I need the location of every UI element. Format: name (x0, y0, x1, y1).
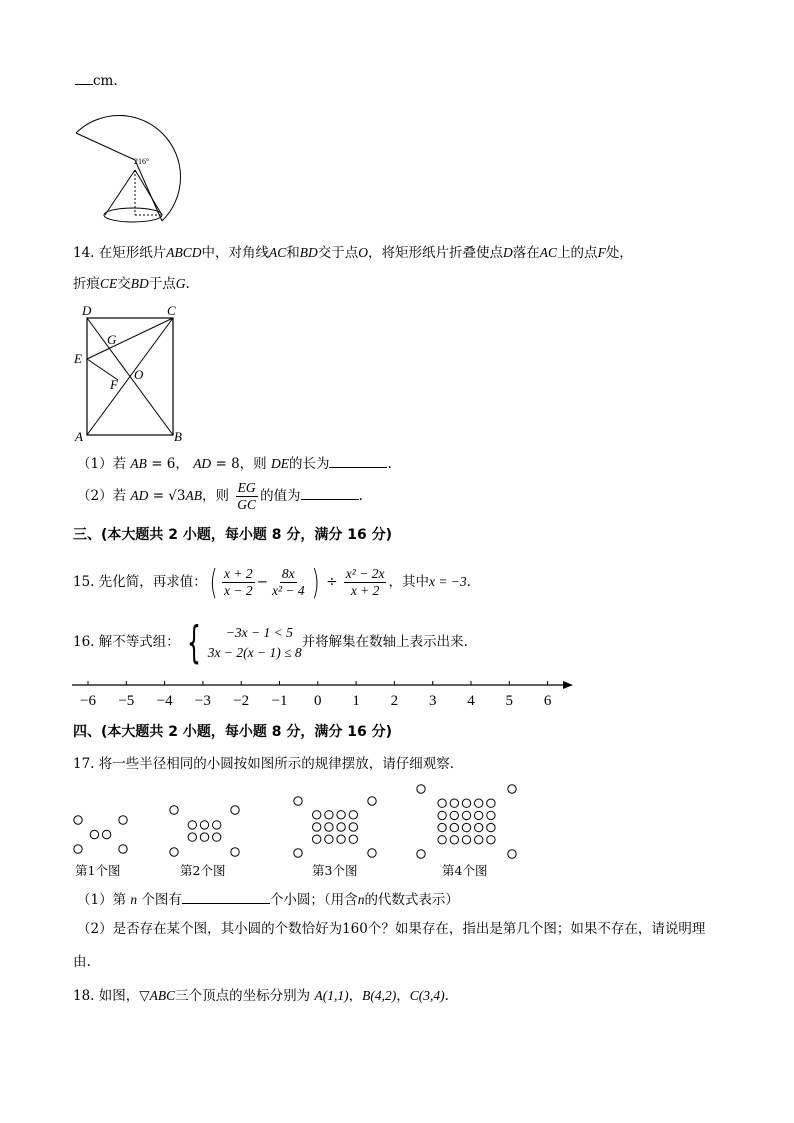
question-number: 17. (73, 756, 95, 772)
answer-blank (301, 485, 359, 500)
q17-sub1: （1）第 n 个图有 个小圆；（用含n的代数式表示） (77, 889, 459, 909)
small-circle (200, 821, 208, 829)
small-circle (368, 849, 376, 857)
small-circle (170, 806, 178, 814)
label-g: G (107, 332, 117, 347)
small-circle (462, 811, 470, 819)
small-circle (417, 785, 425, 793)
cone-base (104, 208, 162, 222)
small-circle (417, 850, 425, 858)
tick-label: 5 (505, 693, 514, 709)
small-circle (438, 836, 446, 844)
small-circle (475, 836, 483, 844)
tick-label: 2 (390, 693, 399, 709)
q14-sub1: （1）若 AB = 6， AD = 8，则 DE的长为 . (77, 453, 392, 473)
fraction-3: $\frac{\text{x² − 2x}}{x + 2}$ (345, 566, 385, 598)
arrow-head (563, 681, 573, 689)
small-circle (450, 799, 458, 807)
rectangle-fold-figure (70, 300, 190, 445)
small-circle (368, 797, 376, 805)
small-circle (119, 845, 127, 853)
q17-sub2-line2: 由. (73, 954, 91, 970)
inequality-system: −3x − 1 < 5 3x − 2(x − 1) ≤ 8 (207, 624, 302, 660)
small-circle (102, 830, 110, 838)
tick-label: −1 (271, 693, 288, 709)
small-circle (231, 806, 239, 814)
caption-fig1: 第1个图 (75, 863, 121, 878)
small-circle (462, 823, 470, 831)
small-circle (487, 823, 495, 831)
label-o: O (134, 367, 144, 382)
small-circle (462, 836, 470, 844)
answer-blank (75, 70, 93, 85)
caption-fig4: 第4个图 (442, 863, 488, 878)
cone-sector-figure (70, 90, 210, 235)
small-circle (170, 848, 178, 856)
small-circle (438, 823, 446, 831)
sector-radius-1 (76, 133, 135, 160)
small-circle (337, 823, 345, 831)
q14-line1: 14. 在矩形纸片ABCD中，对角线AC和BD交于点O，将矩形纸片折叠使点D落在AC上的点F处， (73, 245, 633, 261)
section-3-heading: 三、(本大题共 2 小题，每小题 8 分，满分 16 分) (73, 527, 393, 543)
q18-line: 18. 如图，▽ABC三个顶点的坐标分别为 A(1,1)，B(4,2)，C(3,4). (73, 988, 449, 1004)
question-number: 18. (73, 988, 95, 1004)
small-circle (508, 850, 516, 858)
small-circle (294, 849, 302, 857)
small-circle (450, 836, 458, 844)
small-circle (450, 823, 458, 831)
label-f: F (110, 377, 118, 392)
label-d: D (82, 303, 92, 318)
small-circle (294, 797, 302, 805)
caption-fig3: 第3个图 (312, 863, 358, 878)
question-number: 16. (73, 634, 95, 650)
small-circle (349, 823, 357, 831)
small-circle (213, 833, 221, 841)
small-circle (74, 816, 82, 824)
tick-label: −4 (156, 693, 173, 709)
small-circle (200, 833, 208, 841)
tick-label: 6 (543, 693, 552, 709)
q17-sub2-line1: （2）是否存在某个图，其小圆的个数恰好为160个？如果存在，指出是第几个图；如果不存在，请说明理 (77, 921, 706, 937)
ratio-fraction: $\frac{EG}{GC}$ (237, 480, 257, 512)
small-circle (313, 811, 321, 819)
small-circle (213, 821, 221, 829)
small-circle (231, 848, 239, 856)
caption-fig2: 第2个图 (180, 863, 226, 878)
small-circle (74, 845, 82, 853)
small-circle (119, 816, 127, 824)
tick-label: 3 (428, 693, 437, 709)
small-circle (313, 823, 321, 831)
small-circle (508, 785, 516, 793)
small-circle (475, 811, 483, 819)
q15-line: 15. 先化简，再求值：( $\frac{x + 2}{x - 2}$ − $\frac{8x}{\text{x² − 4}}$ ) ÷ $\frac{\text{x² − 2x}}{x + 2}$ ，其中x = −3. (73, 562, 471, 603)
small-circle (487, 811, 495, 819)
small-circle (349, 835, 357, 843)
q14-line2: 折痕CE交BD于点G. (73, 276, 190, 292)
tick-label: 1 (352, 693, 360, 709)
small-circle (487, 836, 495, 844)
unit-text: cm. (93, 73, 118, 89)
label-b: B (174, 429, 182, 444)
small-circle (475, 823, 483, 831)
sector-arc (76, 115, 181, 221)
small-circle (313, 835, 321, 843)
label-e: E (74, 351, 82, 366)
tick-label: −6 (80, 693, 96, 709)
q13-answer-line (75, 70, 118, 90)
fraction-1: $\frac{x + 2}{x - 2}$ (224, 566, 253, 598)
sqrt-three: √3 (168, 488, 186, 504)
small-circle (325, 811, 333, 819)
tick-label: −5 (118, 693, 135, 709)
question-number: 14. (73, 245, 95, 261)
small-circle (325, 835, 333, 843)
answer-blank (182, 889, 270, 904)
small-circle (349, 811, 357, 819)
section-4-heading: 四、(本大题共 2 小题，每小题 8 分，满分 16 分) (73, 724, 393, 740)
q14-sub2: （2）若 AD = √3AB，则 $\frac{EG}{GC}$ 的值为 . (77, 480, 363, 512)
label-c: C (167, 303, 176, 318)
circle-pattern-figure (60, 780, 530, 860)
angle-label: 216° (134, 157, 150, 166)
tick-label: −2 (233, 693, 250, 709)
q17-line: 17. 将一些半径相同的小圆按如图所示的规律摆放，请仔细观察. (73, 756, 455, 772)
crease-ce (87, 318, 173, 359)
answer-blank (329, 453, 387, 468)
fraction-2: $\frac{8x}{\text{x² − 4}}$ (271, 566, 305, 598)
small-circle (188, 821, 196, 829)
small-circle (325, 823, 333, 831)
small-circle (438, 799, 446, 807)
q16-line: 16. 解不等式组： { −3x − 1 < 5 3x − 2(x − 1) ≤ 8 并将解集在数轴上表示出来. (73, 616, 468, 668)
tick-label: 4 (467, 693, 475, 709)
label-a: A (75, 429, 83, 444)
small-circle (188, 833, 196, 841)
small-circle (90, 830, 98, 838)
tick-label: 0 (314, 693, 322, 709)
question-number: 15. (73, 574, 95, 590)
tick-label: −3 (194, 693, 211, 709)
small-circle (462, 799, 470, 807)
small-circle (450, 811, 458, 819)
small-circle (487, 799, 495, 807)
small-circle (475, 799, 483, 807)
small-circle (438, 811, 446, 819)
number-line (70, 676, 580, 710)
small-circle (337, 811, 345, 819)
small-circle (337, 835, 345, 843)
